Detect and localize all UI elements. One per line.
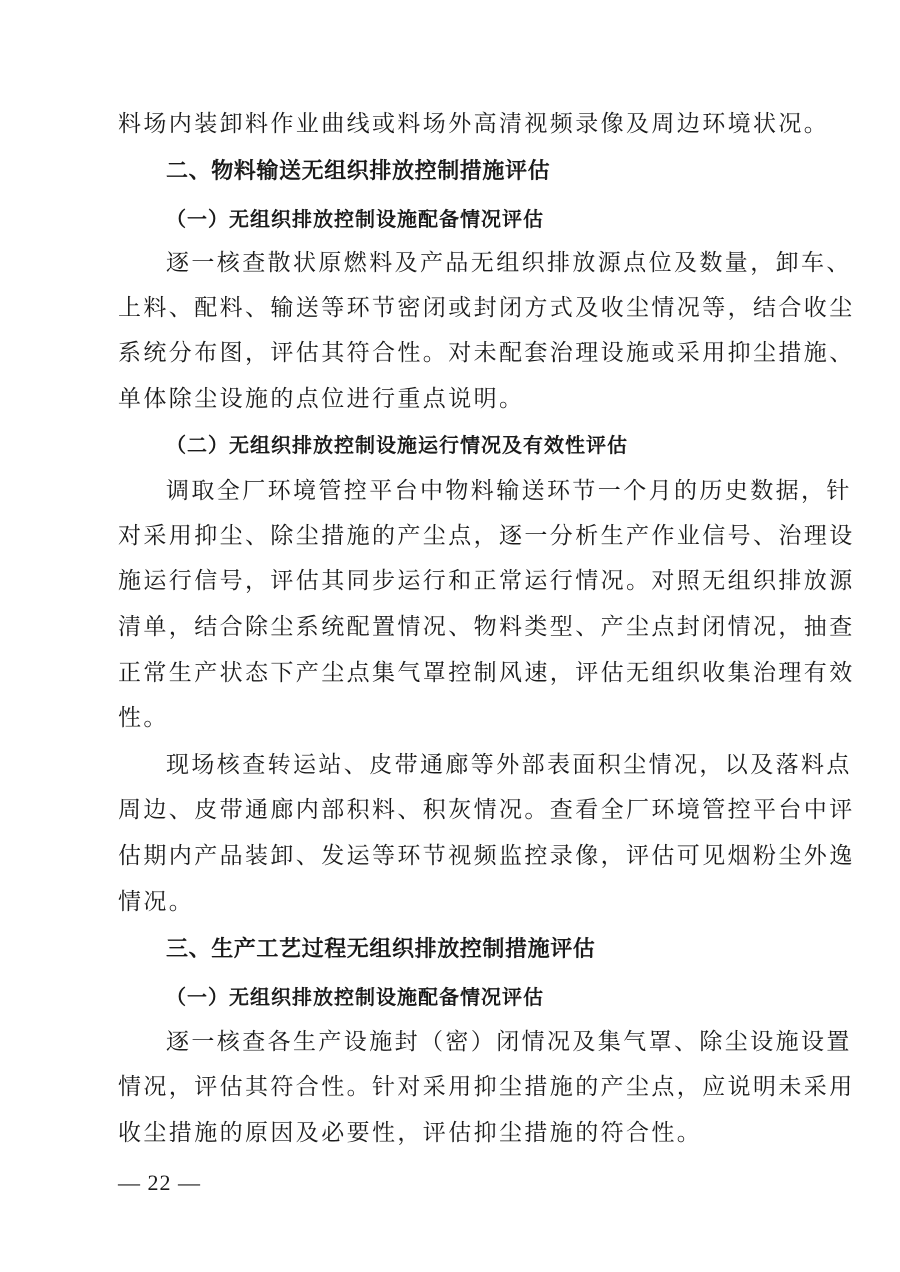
body-text-line: 料场内装卸料作业曲线或料场外高清视频录像及周边环境状况。 — [118, 111, 830, 137]
body-text-line: 逐一核查散状原燃料及产品无组织排放源点位及数量，卸车、 — [166, 250, 852, 276]
body-text-line: 单体除尘设施的点位进行重点说明。 — [118, 386, 525, 412]
body-text-line: 估期内产品装卸、发运等环节视频监控录像，评估可见烟粉尘外逸 — [118, 843, 855, 869]
body-text-line: 施运行信号，评估其同步运行和正常运行情况。对照无组织排放源 — [118, 568, 855, 594]
subsection-heading: （一）无组织排放控制设施配备情况评估 — [166, 207, 544, 231]
body-text-line: 逐一核查各生产设施封（密）闭情况及集气罩、除尘设施设置 — [166, 1029, 852, 1055]
body-text-line: 性。 — [118, 705, 169, 731]
subsection-heading: （一）无组织排放控制设施配备情况评估 — [166, 985, 544, 1009]
body-text-line: 情况。 — [118, 889, 195, 915]
section-heading: 三、生产工艺过程无组织排放控制措施评估 — [166, 937, 596, 962]
section-heading: 二、物料输送无组织排放控制措施评估 — [166, 159, 551, 184]
body-text-line: 系统分布图，评估其符合性。对未配套治理设施或采用抑尘措施、 — [118, 340, 855, 366]
body-text-line: 现场核查转运站、皮带通廊等外部表面积尘情况，以及落料点 — [166, 752, 852, 778]
body-text-line: 上料、配料、输送等环节密闭或封闭方式及收尘情况等，结合收尘 — [118, 295, 855, 321]
body-text-line: 调取全厂环境管控平台中物料输送环节一个月的历史数据，针 — [166, 478, 852, 504]
body-text-line: 收尘措施的原因及必要性，评估抑尘措施的符合性。 — [118, 1120, 703, 1146]
page-number: — 22 — — [118, 1170, 201, 1195]
body-text-line: 清单，结合除尘系统配置情况、物料类型、产尘点封闭情况，抽查 — [118, 614, 855, 640]
body-text-line: 周边、皮带通廊内部积料、积灰情况。查看全厂环境管控平台中评 — [118, 797, 855, 823]
body-text-line: 对采用抑尘、除尘措施的产尘点，逐一分析生产作业信号、治理设 — [118, 523, 855, 549]
subsection-heading: （二）无组织排放控制设施运行情况及有效性评估 — [166, 433, 628, 457]
body-text-line: 情况，评估其符合性。针对采用抑尘措施的产尘点，应说明未采用 — [118, 1074, 855, 1100]
body-text-line: 正常生产状态下产尘点集气罩控制风速，评估无组织收集治理有效 — [118, 660, 855, 686]
